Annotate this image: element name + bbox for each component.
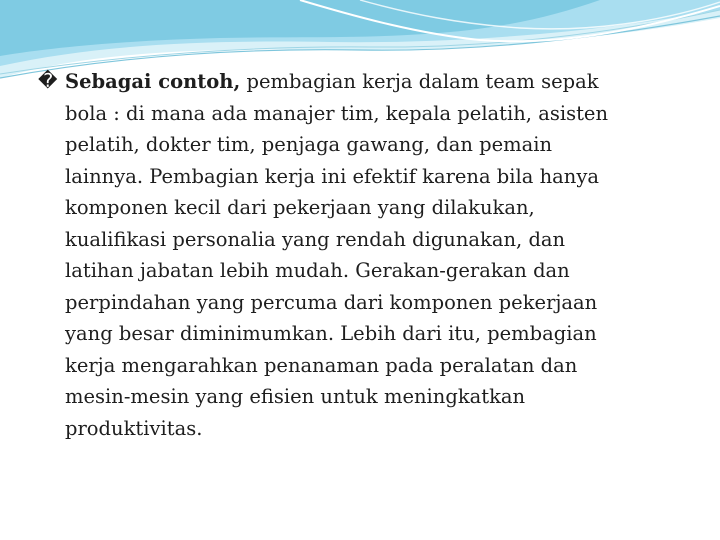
paragraph-line: perpindahan yang percuma dari komponen pekerjaan <box>65 290 598 314</box>
paragraph-line: kualifikasi personalia yang rendah digunakan, dan <box>65 227 566 251</box>
paragraph-lead-bold: Sebagai contoh, <box>65 70 241 93</box>
paragraph-line: komponen kecil dari pekerjaan yang dilakukan, <box>65 196 535 219</box>
paragraph-line: mesin-mesin yang efisien untuk meningkatkan <box>65 385 526 408</box>
paragraph-line: kerja mengarahkan penanaman pada peralatan dan <box>65 353 578 377</box>
bullet-paragraph <box>38 66 688 444</box>
paragraph-line: latihan jabatan lebih mudah. Gerakan-gerakan dan <box>65 259 570 282</box>
paragraph-line-1-rest: pembagian kerja dalam team sepak <box>240 70 599 93</box>
text-content <box>38 66 688 444</box>
bullet-glyph: � <box>38 70 58 92</box>
paragraph-line-1 <box>65 66 688 98</box>
paragraph-line: bola : di mana ada manajer tim, kepala pelatih, asisten <box>65 101 609 125</box>
paragraph-line: produktivitas. <box>65 416 203 440</box>
paragraph-line: yang besar diminimumkan. Lebih dari itu, pembagian <box>65 322 597 345</box>
paragraph-line: pelatih, dokter tim, penjaga gawang, dan pemain <box>65 133 553 156</box>
paragraph-line: lainnya. Pembagian kerja ini efektif karena bila hanya <box>65 164 599 188</box>
